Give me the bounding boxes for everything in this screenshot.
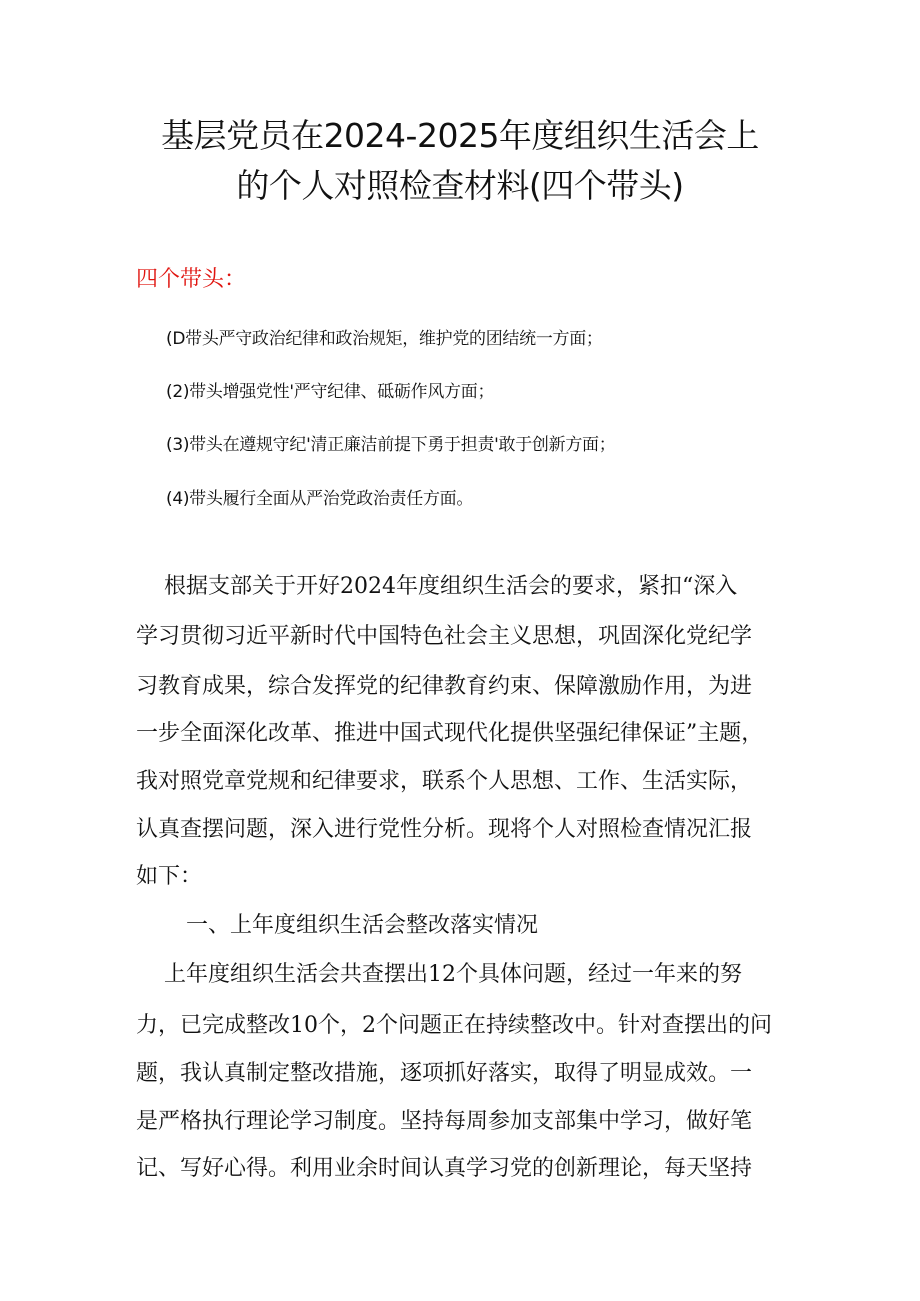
paragraph-1-line: 根据支部关于开好2024年度组织生活会的要求，紧扣“深入 bbox=[136, 574, 738, 599]
list-item: (D带头严守政治纪律和政治规矩，维护党的团结统一方面； bbox=[166, 329, 603, 349]
list-item: (4)带头履行全面从严治党政治责任方面。 bbox=[166, 489, 474, 509]
paragraph-2-line: 是严格执行理论学习制度。坚持每周参加支部集中学习，做好笔 bbox=[136, 1109, 753, 1134]
paragraph-1-line: 认真查摆问题，深入进行党性分析。现将个人对照检查情况汇报 bbox=[136, 817, 753, 842]
paragraph-2-line: 上年度组织生活会共查摆出12个具体问题，经过一年来的努 bbox=[136, 962, 742, 987]
document-title-line-1: 基层党员在2024-2025年度组织生活会上 bbox=[161, 116, 759, 155]
paragraph-2-line: 力，已完成整改10个，2个问题正在持续整改中。针对查摆出的问 bbox=[136, 1013, 772, 1038]
list-item: (2)带头增强党性'严守纪律、砥砺作风方面； bbox=[166, 382, 495, 402]
section-heading: 一、上年度组织生活会整改落实情况 bbox=[186, 913, 539, 938]
paragraph-1-line: 如下： bbox=[136, 864, 203, 889]
four-leads-heading: 四个带头： bbox=[136, 267, 247, 292]
paragraph-1-line: 我对照党章党规和纪律要求，联系个人思想、工作、生活实际， bbox=[136, 769, 753, 794]
paragraph-2-line: 记、写好心得。利用业余时间认真学习党的创新理论，每天坚持 bbox=[136, 1156, 753, 1181]
paragraph-1-line: 习教育成果，综合发挥党的纪律教育约束、保障激励作用，为进 bbox=[136, 674, 753, 699]
document-title-line-2: 的个人对照检查材料(四个带头) bbox=[236, 166, 684, 205]
paragraph-2-line: 题，我认真制定整改措施，逐项抓好落实，取得了明显成效。一 bbox=[136, 1061, 753, 1086]
list-item: (3)带头在遵规守纪'清正廉洁前提下勇于担责'敢于创新方面； bbox=[166, 435, 616, 455]
paragraph-1-line: 一步全面深化改革、推进中国式现代化提供坚强纪律保证”主题， bbox=[136, 721, 764, 746]
paragraph-1-line: 学习贯彻习近平新时代中国特色社会主义思想，巩固深化党纪学 bbox=[136, 624, 753, 649]
